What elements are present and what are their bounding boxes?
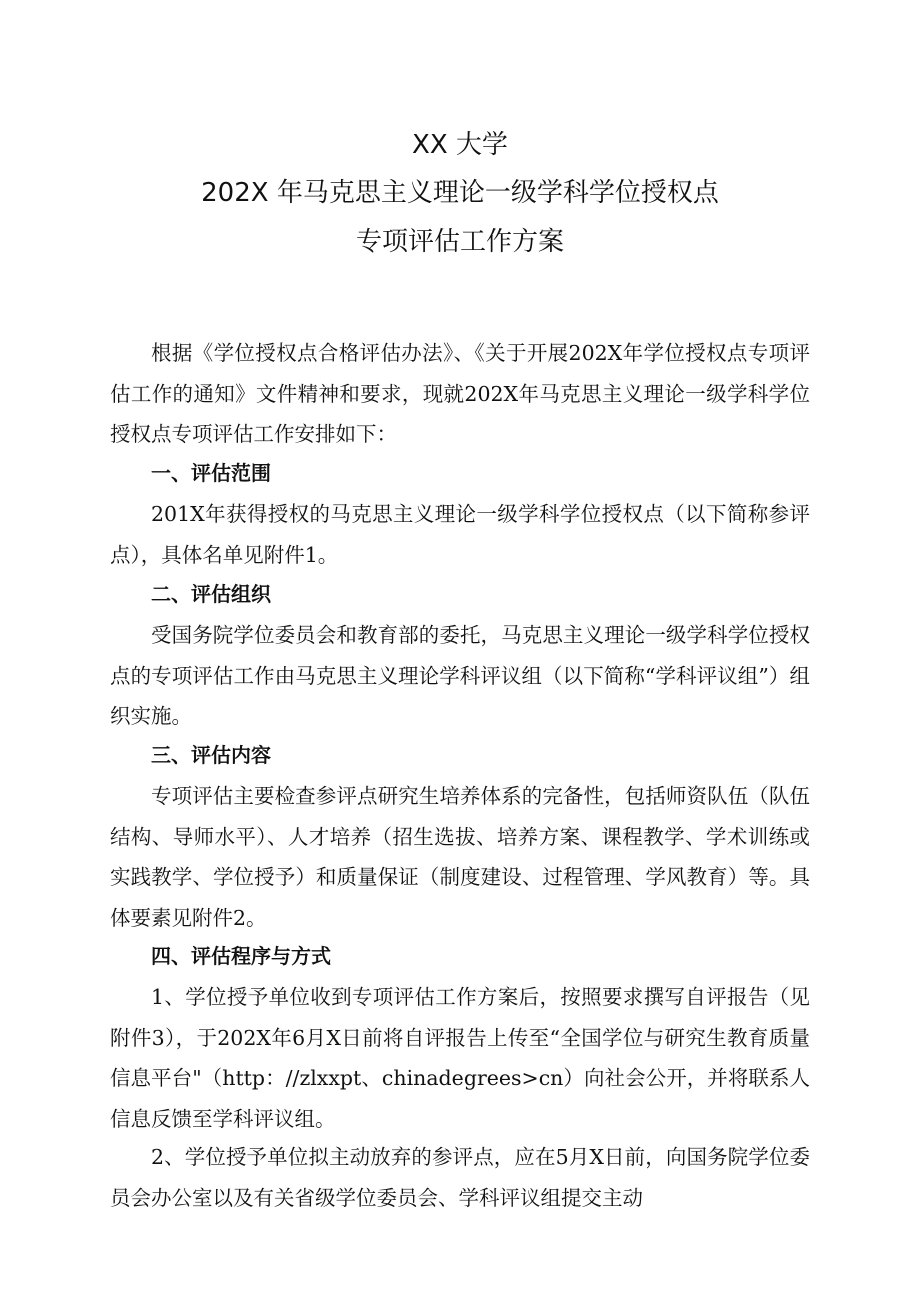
procedure-paragraph-2: 2、学位授予单位拟主动放弃的参评点，应在5月X日前，向国务院学位委员会办公室以及有关省级学位委员会、学科评议组提交主动 [110,1145,810,1210]
section-heading-content: 三、评估内容 [151,743,271,767]
intro-paragraph: 根据《学位授权点合格评估办法》、《关于开展202X年学位授权点专项评估工作的通知》文件精神和要求，现就202X年马克思主义理论一级学科学位授权点专项评估工作安排如下： [110,341,810,446]
section-heading-procedure: 四、评估程序与方式 [151,944,331,968]
section-paragraph-content: 专项评估主要检查参评点研究生培养体系的完备性，包括师资队伍（队伍结构、导师水平）、人才培养（招生选拔、培养方案、课程教学、学术训练或实践教学、学位授予）和质量保证（制度建设、过程管理、学风教育）等。具体要素见附件2。 [110,784,810,930]
section-heading-scope: 一、评估范围 [151,461,271,485]
document-title-university: XX 大学 [412,130,508,160]
section-paragraph-organization: 受国务院学位委员会和教育部的委托，马克思主义理论一级学科学位授权点的专项评估工作由马克思主义理论学科评议组（以下简称“学科评议组”）组织实施。 [110,623,810,728]
document-title-sub: 专项评估工作方案 [355,227,564,257]
document-title-main: 202X 年马克思主义理论一级学科学位授权点 [201,178,719,208]
procedure-paragraph-1: 1、学位授予单位收到专项评估工作方案后，按照要求撰写自评报告（见附件3），于202X年6月X日前将自评报告上传至“全国学位与研究生教育质量信息平台"（http：//zlxxpt、chinadegrees>cn）向社会公开，并将联系人信息反馈至学科评议组。 [110,985,810,1131]
section-heading-organization: 二、评估组织 [151,582,271,606]
section-paragraph-scope: 201X年获得授权的马克思主义理论一级学科学位授权点（以下简称参评点），具体名单见附件1。 [110,502,810,567]
